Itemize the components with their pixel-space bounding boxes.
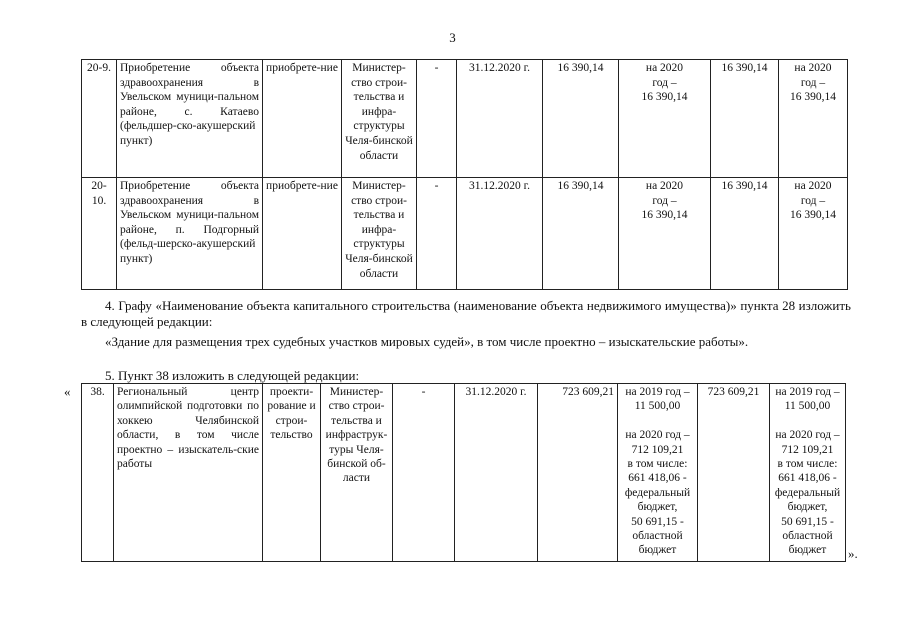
capacity: - — [417, 178, 457, 290]
capacity: - — [417, 60, 457, 178]
paragraph-4: 4. Графу «Наименование объекта капитального строительства (наименование объекта недвижимого имущества)» пункта 28 изложить в следующей редакции: — [81, 298, 851, 329]
customer: Министер-ство строи-тельства и инфраструк-туры Челя-бинской об-ласти — [321, 384, 393, 562]
page-number: 3 — [449, 30, 456, 45]
total-financing: 16 390,14 — [711, 178, 779, 290]
paragraph-4-quote: «Здание для размещения трех судебных участков мировых судей», в том числе проектно – изыскательские работы». — [105, 334, 749, 349]
work-type: приобрете-ние — [263, 60, 342, 178]
object-name: Приобретение объекта здравоохранения в Увельском муници-пальном районе, с. Катаево (фельдшер-ско-акушерский пункт) — [117, 60, 263, 178]
work-type: проекти-рование и строи-тельство — [263, 384, 321, 562]
completion-date: 31.12.2020 г. — [457, 178, 543, 290]
estimated-cost: 16 390,14 — [543, 60, 619, 178]
table-row — [82, 60, 848, 178]
total-financing-by-year: на 2020 год – 16 390,14 — [779, 60, 848, 178]
estimated-cost: 723 609,21 — [538, 384, 618, 562]
row-number: 20-9. — [82, 60, 117, 178]
customer: Министер-ство строи-тельства и инфра-структуры Челя-бинской области — [342, 60, 417, 178]
opening-quote: « — [64, 384, 71, 399]
financing-by-year: на 2019 год – 11 500,00 на 2020 год – 712 109,21 в том числе: 661 418,06 - федеральный бюджет, 50 691,15 - областной бюджет — [618, 384, 698, 562]
financing-by-year: на 2020 год – 16 390,14 — [619, 60, 711, 178]
closing-quote: ». — [848, 546, 858, 561]
table-row — [82, 384, 846, 562]
point-38-table — [81, 383, 846, 562]
total-financing-by-year: на 2020 год – 16 390,14 — [779, 178, 848, 290]
customer: Министер-ство строи-тельства и инфра-структуры Челя-бинской области — [342, 178, 417, 290]
completion-date: 31.12.2020 г. — [455, 384, 538, 562]
estimated-cost: 16 390,14 — [543, 178, 619, 290]
table-row — [82, 178, 848, 290]
row-number: 38. — [82, 384, 114, 562]
capacity: - — [393, 384, 455, 562]
total-financing-by-year: на 2019 год – 11 500,00 на 2020 год – 712 109,21 в том числе: 661 418,06 - федеральный бюджет, 50 691,15 - областной бюджет — [770, 384, 846, 562]
financing-by-year: на 2020 год – 16 390,14 — [619, 178, 711, 290]
paragraph-5: 5. Пункт 38 изложить в следующей редакции: — [105, 368, 360, 383]
total-financing: 16 390,14 — [711, 60, 779, 178]
work-type: приобрете-ние — [263, 178, 342, 290]
objects-table — [81, 59, 848, 290]
completion-date: 31.12.2020 г. — [457, 60, 543, 178]
row-number: 20-10. — [82, 178, 117, 290]
object-name: Приобретение объекта здравоохранения в Увельском муници-пальном районе, п. Подгорный (фельд-шерско-акушерский пункт) — [117, 178, 263, 290]
total-financing: 723 609,21 — [698, 384, 770, 562]
object-name: Региональный центр олимпийской подготовки по хоккею Челябинской области, в том числе проектно – изыскатель-ские работы — [114, 384, 263, 562]
